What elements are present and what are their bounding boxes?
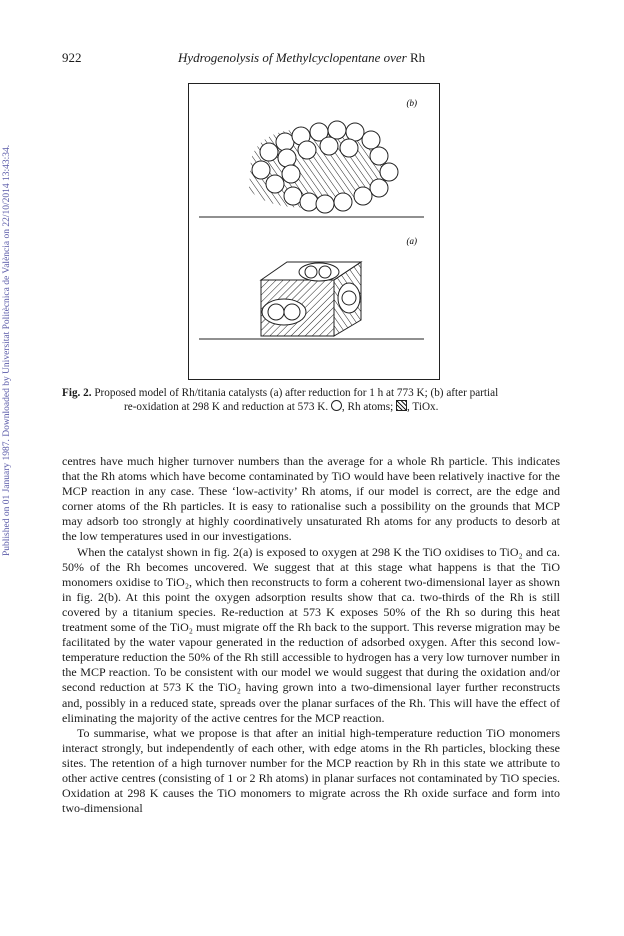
panel-b-drawing: [199, 121, 424, 217]
panel-a-drawing: [199, 262, 424, 339]
tiox-symbol-icon: [396, 400, 407, 411]
paragraph-1: centres have much higher turnover numbers than the average for a whole Rh particle. This indicates that the Rh atoms which have become contaminated by TiO would have been relatively inactive for the MCP reaction in any case. These ‘low-activity’ Rh atoms, if our model is correct, are the edge and corner atoms of the Rh particles. It is easy to rationalise such a possibility on the grounds that MCP may adsorb too strongly at highly coordinatively unsaturated Rh atoms for any products to desorb at the low temperatures used in our investigations.: [62, 454, 560, 544]
running-head-title: Hydrogenolysis of Methylcyclopentane over: [178, 50, 407, 65]
figure-2-drawing: [189, 84, 439, 379]
figure-2: [188, 83, 440, 380]
panel-a-label: (a): [406, 236, 417, 246]
body-text: [62, 454, 560, 816]
running-head-element: Rh: [410, 50, 426, 65]
rh-atom-symbol-icon: [331, 400, 342, 411]
caption-label: Fig. 2.: [62, 387, 92, 399]
caption-text-4: , TiOx.: [407, 401, 439, 413]
download-notice-sidebar: Published on 01 January 1987. Downloaded by Universitat Politècnica de València on 22/10/2014 13:43:34.: [2, 144, 12, 556]
paragraph-3: To summarise, what we propose is that after an initial high-temperature reduction TiO monomers interact strongly, but independently of each other, with edge atoms in the Rh particles, blocking these sites. The retention of a high turnover number for the MCP reaction by Rh in this state we attribute to other active centres (consisting of 1 or 2 Rh atoms) in planar surfaces not contaminated by TiO species. Oxidation at 298 K causes the TiO monomers to migrate across the Rh oxide surface and form into two-dimensional: [62, 725, 560, 816]
paragraph-2: When the catalyst shown in fig. 2(a) is exposed to oxygen at 298 K the TiO oxidises to TiO₂ and ca. 50% of the Rh becomes uncovered. We suggest that at this stage what happens is that the TiO monomers oxidise to TiO₂, which then reconstructs to form a coherent two-dimensional layer as shown in fig. 2(b). At this point the oxygen adsorption results show that ca. two-thirds of the Rh is still covered by a titanium species. Re-reduction at 573 K exposes 50% of the Rh so during this heat treatment some of the TiO₂ must migrate off the Rh back to the support. This reverse migration may be facilitated by the water vapour generated in the reduction of adsorbed oxygen. After this second low-temperature reduction the 50% of the Rh still accessible to hydrogen has a very low turnover number in the MCP reaction. To be consistent with our model we would suggest that during the oxidation and/or second reduction at 573 K the TiO₂ having grown into a two-dimensional layer further reconstructs and, possibly in a reduced state, spreads over the planar surfaces of the Rh. This will have the effect of eliminating the majority of the active centres for the MCP reaction.: [62, 544, 560, 725]
page-number: 922: [62, 50, 82, 65]
running-head: [178, 50, 425, 66]
panel-b-label: (b): [406, 98, 417, 108]
figure-caption: [62, 387, 562, 414]
caption-text-2: re-oxidation at 298 K and reduction at 573 K.: [124, 401, 331, 413]
caption-text-3: , Rh atoms;: [341, 401, 396, 413]
caption-text-1: Proposed model of Rh/titania catalysts (a) after reduction for 1 h at 773 K; (b) after partial: [91, 387, 499, 399]
